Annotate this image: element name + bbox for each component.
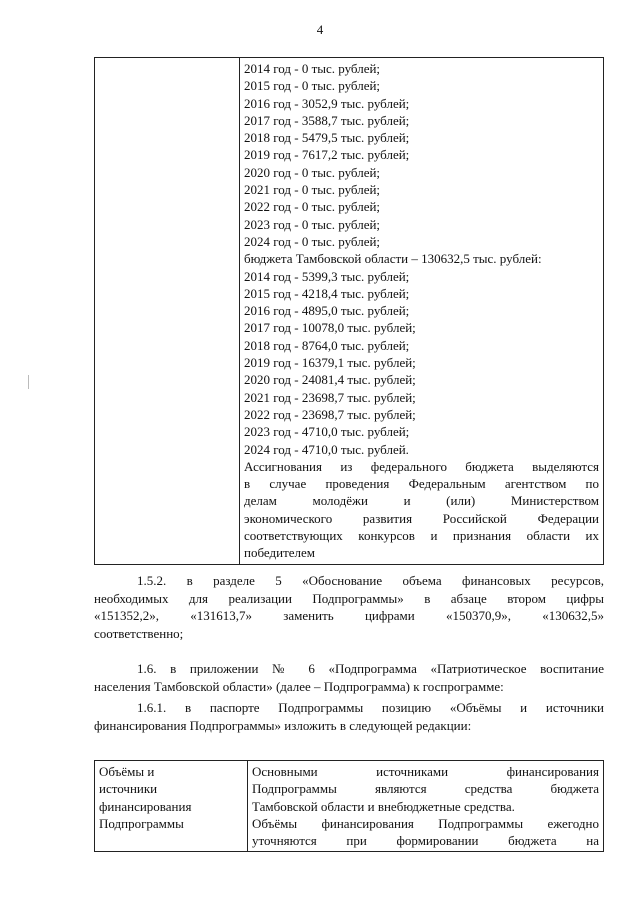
funding-line: 2020 год - 24081,4 тыс. рублей; xyxy=(244,372,416,388)
row-label-line: источники xyxy=(99,781,158,797)
funding-line: 2023 год - 4710,0 тыс. рублей; xyxy=(244,424,410,440)
paragraph-1-6 xyxy=(94,660,604,695)
funding-line: 2021 год - 23698,7 тыс. рублей; xyxy=(244,389,416,405)
table-right-cell xyxy=(240,58,604,565)
row-label-line: Объёмы и xyxy=(99,764,155,779)
row-label-line: Подпрограммы xyxy=(99,815,184,831)
content-line: уточняются при формировании бюджета на xyxy=(252,833,599,849)
funding-line: 2014 год - 0 тыс. рублей; xyxy=(244,61,381,76)
content-line: Тамбовской области и внебюджетные средства. xyxy=(252,798,515,814)
funding-line: 2022 год - 0 тыс. рублей; xyxy=(244,199,381,215)
paragraph-line: 1.5.2. в разделе 5 «Обоснование объема финансовых ресурсов, xyxy=(137,573,604,588)
paragraph-line: соответственно; xyxy=(94,625,184,641)
funding-line: 2015 год - 4218,4 тыс. рублей; xyxy=(244,285,410,301)
funding-line: 2016 год - 4895,0 тыс. рублей; xyxy=(244,303,410,319)
note-line: победителем xyxy=(244,545,316,561)
funding-line: 2021 год - 0 тыс. рублей; xyxy=(244,182,381,198)
page-number: 4 xyxy=(316,22,324,37)
paragraph-line: финансирования Подпрограммы» изложить в следующей редакции: xyxy=(94,717,472,733)
paragraph-1-5-2 xyxy=(94,572,604,642)
content-line: Основными источниками финансирования xyxy=(252,764,599,779)
funding-line: 2023 год - 0 тыс. рублей; xyxy=(244,216,381,232)
paragraph-line: населения Тамбовской области» (далее – Подпрограмма) к госпрограмме: xyxy=(94,678,504,694)
funding-line: 2018 год - 8764,0 тыс. рублей; xyxy=(244,337,410,353)
table-left-cell-empty xyxy=(95,58,240,565)
funding-line: 2016 год - 3052,9 тыс. рублей; xyxy=(244,95,410,111)
funding-line: 2018 год - 5479,5 тыс. рублей; xyxy=(244,130,410,146)
note-line: делам молодёжи и (или) Министерством xyxy=(244,493,599,509)
note-line: соответствующих конкурсов и признания области их xyxy=(244,528,599,544)
funding-line: 2019 год - 7617,2 тыс. рублей; xyxy=(244,147,410,163)
content-line: Подпрограммы являются средства бюджета xyxy=(252,781,599,797)
paragraph-line: необходимых для реализации Подпрограммы» в абзаце втором цифры xyxy=(94,590,604,606)
paragraph-line: 1.6. в приложении № 6 «Подпрограмма «Патриотическое воспитание xyxy=(137,661,604,676)
funding-line: 2019 год - 16379,1 тыс. рублей; xyxy=(244,355,416,371)
paragraph-line: 1.6.1. в паспорте Подпрограммы позицию «Объёмы и источники xyxy=(137,700,604,715)
note-line: Ассигнования из федерального бюджета выделяются xyxy=(244,458,599,474)
funding-line: 2017 год - 10078,0 тыс. рублей; xyxy=(244,320,416,336)
paragraph-1-6-1 xyxy=(94,699,604,734)
row-label-line: финансирования xyxy=(99,798,192,814)
funding-table-continued xyxy=(94,57,604,565)
paragraph-line: «151352,2», «131613,7» заменить цифрами «150370,9», «130632,5» xyxy=(94,608,604,624)
funding-line: 2024 год - 4710,0 тыс. рублей. xyxy=(244,441,409,457)
table-right-cell xyxy=(248,761,604,852)
table-left-cell xyxy=(95,761,248,852)
note-line: в случае проведения Федеральным агентством по xyxy=(244,476,599,492)
funding-line: 2020 год - 0 тыс. рублей; xyxy=(244,164,381,180)
margin-mark xyxy=(28,375,29,389)
funding-line: 2022 год - 23698,7 тыс. рублей; xyxy=(244,406,416,422)
note-line: экономического развития Российской Федерации xyxy=(244,510,599,526)
funding-line: 2017 год - 3588,7 тыс. рублей; xyxy=(244,112,410,128)
funding-line: 2024 год - 0 тыс. рублей; xyxy=(244,233,381,249)
funding-line: 2014 год - 5399,3 тыс. рублей; xyxy=(244,268,410,284)
content-line: Объёмы финансирования Подпрограммы ежегодно xyxy=(252,815,599,831)
funding-sources-table xyxy=(94,760,604,852)
regional-budget-heading: бюджета Тамбовской области – 130632,5 тыс. рублей: xyxy=(244,251,542,267)
funding-line: 2015 год - 0 тыс. рублей; xyxy=(244,78,381,94)
